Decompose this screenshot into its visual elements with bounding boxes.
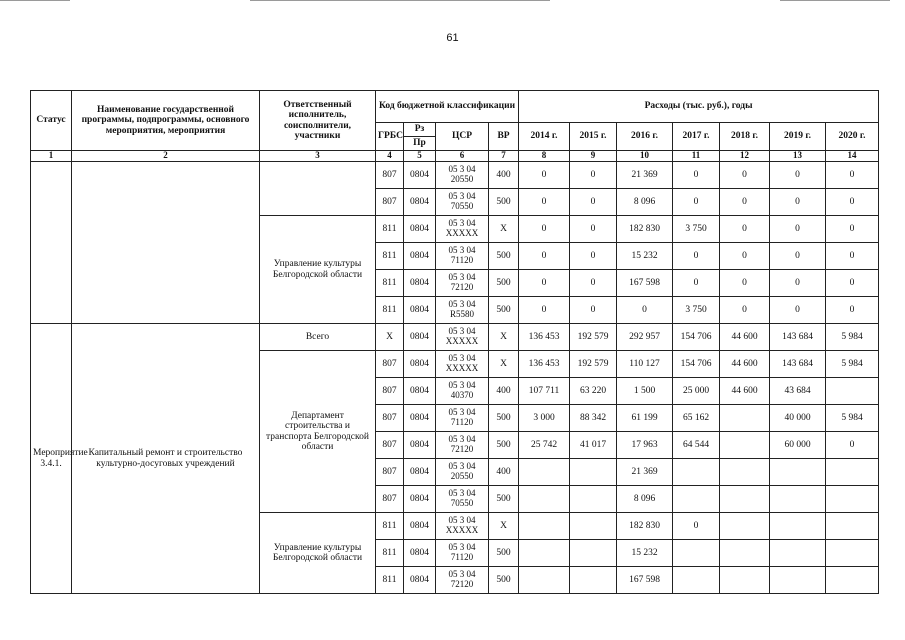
table-row bbox=[31, 162, 879, 189]
cell-year-value: 21 369 bbox=[617, 459, 673, 486]
row-program-name bbox=[72, 162, 260, 324]
cell-year-value: 88 342 bbox=[570, 405, 617, 432]
cell-year-value: 65 162 bbox=[673, 405, 720, 432]
cell-year-value: 1 500 bbox=[617, 378, 673, 405]
cell-vr: X bbox=[489, 513, 519, 540]
cell-grbs: 807 bbox=[376, 162, 404, 189]
cell-grbs: 807 bbox=[376, 486, 404, 513]
cell-csr: 05 3 04 72120 bbox=[436, 432, 489, 459]
cell-year-value bbox=[826, 486, 879, 513]
cell-year-value: 0 bbox=[770, 162, 826, 189]
cell-year-value bbox=[770, 540, 826, 567]
cell-grbs: 807 bbox=[376, 378, 404, 405]
cell-year-value: 15 232 bbox=[617, 540, 673, 567]
cell-vr: 400 bbox=[489, 162, 519, 189]
header-vr: ВР bbox=[489, 123, 519, 151]
cell-rzpr: 0804 bbox=[404, 324, 436, 351]
table-body bbox=[31, 162, 879, 594]
cell-vr: 500 bbox=[489, 243, 519, 270]
cell-year-value bbox=[519, 540, 570, 567]
header-year: 2014 г. bbox=[519, 123, 570, 151]
cell-csr: 05 3 04 XXXXX bbox=[436, 216, 489, 243]
cell-year-value bbox=[570, 513, 617, 540]
cell-year-value bbox=[826, 513, 879, 540]
table-row bbox=[31, 324, 879, 351]
row-executor: Всего bbox=[260, 324, 376, 351]
cell-csr: 05 3 04 71120 bbox=[436, 540, 489, 567]
cell-year-value: 167 598 bbox=[617, 567, 673, 594]
cell-year-value bbox=[673, 567, 720, 594]
cell-year-value bbox=[673, 486, 720, 513]
cell-year-value: 136 453 bbox=[519, 324, 570, 351]
header-rz: Рз bbox=[404, 123, 436, 137]
column-number: 5 bbox=[404, 151, 436, 162]
cell-year-value: 192 579 bbox=[570, 351, 617, 378]
cell-vr: 400 bbox=[489, 459, 519, 486]
row-executor bbox=[260, 162, 376, 216]
header-year: 2016 г. bbox=[617, 123, 673, 151]
cell-year-value: 0 bbox=[826, 297, 879, 324]
cell-year-value bbox=[720, 432, 770, 459]
cell-year-value bbox=[570, 567, 617, 594]
cell-csr: 05 3 04 71120 bbox=[436, 243, 489, 270]
column-number: 10 bbox=[617, 151, 673, 162]
cell-year-value: 0 bbox=[570, 162, 617, 189]
cell-year-value: 5 984 bbox=[826, 405, 879, 432]
cell-grbs: 811 bbox=[376, 297, 404, 324]
header-year: 2020 г. bbox=[826, 123, 879, 151]
header-expenses: Расходы (тыс. руб.), годы bbox=[519, 91, 879, 123]
cell-year-value bbox=[519, 459, 570, 486]
cell-year-value: 8 096 bbox=[617, 486, 673, 513]
cell-year-value bbox=[673, 459, 720, 486]
cell-year-value: 25 000 bbox=[673, 378, 720, 405]
cell-year-value bbox=[519, 567, 570, 594]
cell-year-value: 110 127 bbox=[617, 351, 673, 378]
cell-rzpr: 0804 bbox=[404, 513, 436, 540]
cell-vr: 500 bbox=[489, 270, 519, 297]
cell-year-value: 154 706 bbox=[673, 351, 720, 378]
cell-year-value: 0 bbox=[570, 189, 617, 216]
cell-grbs: 811 bbox=[376, 270, 404, 297]
cell-year-value bbox=[720, 567, 770, 594]
cell-csr: 05 3 04 70550 bbox=[436, 486, 489, 513]
cell-year-value: 167 598 bbox=[617, 270, 673, 297]
column-number: 12 bbox=[720, 151, 770, 162]
cell-vr: 500 bbox=[489, 432, 519, 459]
cell-year-value bbox=[720, 405, 770, 432]
cell-vr: 500 bbox=[489, 486, 519, 513]
cell-year-value: 0 bbox=[826, 270, 879, 297]
column-number: 4 bbox=[376, 151, 404, 162]
cell-rzpr: 0804 bbox=[404, 378, 436, 405]
row-program-name: Капитальный ремонт и строительство культурно-досуговых учреждений bbox=[72, 324, 260, 594]
row-executor: Департамент строительства и транспорта Белгородской области bbox=[260, 351, 376, 513]
cell-vr: 500 bbox=[489, 297, 519, 324]
cell-year-value bbox=[720, 513, 770, 540]
header-year: 2019 г. bbox=[770, 123, 826, 151]
cell-year-value: 40 000 bbox=[770, 405, 826, 432]
header-csr: ЦСР bbox=[436, 123, 489, 151]
cell-year-value bbox=[570, 486, 617, 513]
cell-year-value: 21 369 bbox=[617, 162, 673, 189]
header-budget-code: Код бюджетной классификации bbox=[376, 91, 519, 123]
cell-rzpr: 0804 bbox=[404, 243, 436, 270]
cell-year-value: 292 957 bbox=[617, 324, 673, 351]
cell-year-value: 0 bbox=[826, 432, 879, 459]
column-number: 11 bbox=[673, 151, 720, 162]
cell-year-value: 0 bbox=[519, 216, 570, 243]
column-number: 9 bbox=[570, 151, 617, 162]
cell-year-value: 0 bbox=[826, 243, 879, 270]
cell-csr: 05 3 04 20550 bbox=[436, 459, 489, 486]
cell-vr: 500 bbox=[489, 567, 519, 594]
cell-year-value: 8 096 bbox=[617, 189, 673, 216]
cell-year-value: 182 830 bbox=[617, 216, 673, 243]
column-number: 8 bbox=[519, 151, 570, 162]
cell-year-value bbox=[826, 378, 879, 405]
cell-year-value: 0 bbox=[673, 243, 720, 270]
cell-year-value: 0 bbox=[519, 162, 570, 189]
row-executor: Управление культуры Белгородской области bbox=[260, 216, 376, 324]
cell-grbs: 811 bbox=[376, 513, 404, 540]
cell-year-value: 0 bbox=[720, 297, 770, 324]
cell-year-value: 0 bbox=[826, 189, 879, 216]
cell-year-value: 44 600 bbox=[720, 351, 770, 378]
column-number: 14 bbox=[826, 151, 879, 162]
cell-vr: X bbox=[489, 324, 519, 351]
cell-year-value: 61 199 bbox=[617, 405, 673, 432]
cell-year-value: 0 bbox=[673, 162, 720, 189]
cell-csr: 05 3 04 XXXXX bbox=[436, 351, 489, 378]
cell-year-value: 5 984 bbox=[826, 351, 879, 378]
header-grbs: ГРБС bbox=[376, 123, 404, 151]
row-status: Мероприятие 3.4.1. bbox=[31, 324, 72, 594]
cell-csr: 05 3 04 XXXXX bbox=[436, 513, 489, 540]
cell-year-value: 136 453 bbox=[519, 351, 570, 378]
budget-table bbox=[30, 90, 879, 594]
cell-year-value: 0 bbox=[770, 216, 826, 243]
cell-year-value bbox=[770, 513, 826, 540]
cell-grbs: X bbox=[376, 324, 404, 351]
page-number: 61 bbox=[446, 32, 459, 44]
cell-year-value: 192 579 bbox=[570, 324, 617, 351]
column-number: 13 bbox=[770, 151, 826, 162]
cell-grbs: 811 bbox=[376, 567, 404, 594]
cell-year-value: 0 bbox=[720, 189, 770, 216]
column-number: 6 bbox=[436, 151, 489, 162]
cell-year-value: 0 bbox=[720, 270, 770, 297]
cell-year-value bbox=[570, 459, 617, 486]
cell-grbs: 811 bbox=[376, 243, 404, 270]
cell-rzpr: 0804 bbox=[404, 162, 436, 189]
cell-year-value: 0 bbox=[770, 270, 826, 297]
cell-year-value bbox=[720, 540, 770, 567]
cell-vr: 500 bbox=[489, 540, 519, 567]
header-year: 2018 г. bbox=[720, 123, 770, 151]
cell-grbs: 811 bbox=[376, 216, 404, 243]
cell-year-value bbox=[519, 513, 570, 540]
column-number: 3 bbox=[260, 151, 376, 162]
cell-year-value: 0 bbox=[570, 243, 617, 270]
cell-year-value: 0 bbox=[673, 189, 720, 216]
cell-year-value: 17 963 bbox=[617, 432, 673, 459]
cell-rzpr: 0804 bbox=[404, 351, 436, 378]
column-number: 7 bbox=[489, 151, 519, 162]
cell-year-value: 182 830 bbox=[617, 513, 673, 540]
row-status bbox=[31, 162, 72, 324]
cell-year-value: 0 bbox=[770, 297, 826, 324]
column-number: 1 bbox=[31, 151, 72, 162]
cell-rzpr: 0804 bbox=[404, 486, 436, 513]
scan-artifact-top-mid bbox=[250, 0, 550, 1]
cell-year-value bbox=[720, 486, 770, 513]
cell-year-value: 154 706 bbox=[673, 324, 720, 351]
cell-year-value: 143 684 bbox=[770, 351, 826, 378]
cell-csr: 05 3 04 72120 bbox=[436, 270, 489, 297]
cell-rzpr: 0804 bbox=[404, 459, 436, 486]
cell-vr: 500 bbox=[489, 405, 519, 432]
cell-rzpr: 0804 bbox=[404, 216, 436, 243]
cell-year-value: 0 bbox=[826, 162, 879, 189]
cell-year-value: 0 bbox=[770, 243, 826, 270]
cell-year-value: 143 684 bbox=[770, 324, 826, 351]
cell-year-value bbox=[720, 459, 770, 486]
cell-year-value bbox=[770, 459, 826, 486]
cell-year-value bbox=[826, 459, 879, 486]
header-year: 2017 г. bbox=[673, 123, 720, 151]
cell-csr: 05 3 04 40370 bbox=[436, 378, 489, 405]
cell-vr: X bbox=[489, 216, 519, 243]
cell-year-value: 3 750 bbox=[673, 216, 720, 243]
cell-vr: 400 bbox=[489, 378, 519, 405]
cell-year-value: 64 544 bbox=[673, 432, 720, 459]
cell-year-value: 3 750 bbox=[673, 297, 720, 324]
cell-year-value: 43 684 bbox=[770, 378, 826, 405]
cell-year-value: 0 bbox=[826, 216, 879, 243]
cell-csr: 05 3 04 71120 bbox=[436, 405, 489, 432]
cell-year-value: 0 bbox=[720, 243, 770, 270]
cell-rzpr: 0804 bbox=[404, 297, 436, 324]
cell-year-value: 63 220 bbox=[570, 378, 617, 405]
cell-year-value: 44 600 bbox=[720, 378, 770, 405]
cell-rzpr: 0804 bbox=[404, 270, 436, 297]
cell-year-value: 0 bbox=[519, 243, 570, 270]
cell-rzpr: 0804 bbox=[404, 432, 436, 459]
cell-csr: 05 3 04 72120 bbox=[436, 567, 489, 594]
cell-year-value: 15 232 bbox=[617, 243, 673, 270]
cell-year-value: 5 984 bbox=[826, 324, 879, 351]
header-executor: Ответственный исполнитель, соисполнители, участники bbox=[260, 91, 376, 151]
cell-year-value bbox=[770, 486, 826, 513]
cell-rzpr: 0804 bbox=[404, 189, 436, 216]
cell-year-value: 0 bbox=[519, 270, 570, 297]
cell-year-value: 44 600 bbox=[720, 324, 770, 351]
cell-year-value: 0 bbox=[770, 189, 826, 216]
cell-year-value: 107 711 bbox=[519, 378, 570, 405]
cell-year-value bbox=[570, 540, 617, 567]
cell-year-value: 25 742 bbox=[519, 432, 570, 459]
scan-artifact-top-left bbox=[0, 0, 70, 1]
cell-year-value bbox=[519, 486, 570, 513]
header-status: Статус bbox=[31, 91, 72, 151]
cell-csr: 05 3 04 20550 bbox=[436, 162, 489, 189]
cell-year-value: 0 bbox=[570, 297, 617, 324]
table-header bbox=[31, 91, 879, 162]
scan-artifact-top-right bbox=[780, 0, 890, 1]
cell-rzpr: 0804 bbox=[404, 567, 436, 594]
cell-csr: 05 3 04 R5580 bbox=[436, 297, 489, 324]
cell-rzpr: 0804 bbox=[404, 405, 436, 432]
header-program-name: Наименование государственной программы, подпрограммы, основного мероприятия, мероприятия bbox=[72, 91, 260, 151]
cell-vr: 500 bbox=[489, 189, 519, 216]
cell-year-value bbox=[826, 540, 879, 567]
cell-year-value: 0 bbox=[617, 297, 673, 324]
cell-grbs: 807 bbox=[376, 189, 404, 216]
row-executor: Управление культуры Белгородской области bbox=[260, 513, 376, 594]
column-number: 2 bbox=[72, 151, 260, 162]
cell-year-value: 0 bbox=[570, 216, 617, 243]
header-year: 2015 г. bbox=[570, 123, 617, 151]
cell-csr: 05 3 04 70550 bbox=[436, 189, 489, 216]
cell-grbs: 807 bbox=[376, 405, 404, 432]
header-pr: Пр bbox=[404, 137, 436, 151]
cell-year-value: 0 bbox=[720, 162, 770, 189]
cell-year-value: 0 bbox=[673, 270, 720, 297]
cell-grbs: 811 bbox=[376, 540, 404, 567]
cell-csr: 05 3 04 XXXXX bbox=[436, 324, 489, 351]
cell-rzpr: 0804 bbox=[404, 540, 436, 567]
cell-year-value: 0 bbox=[673, 513, 720, 540]
cell-year-value: 41 017 bbox=[570, 432, 617, 459]
cell-year-value bbox=[770, 567, 826, 594]
cell-vr: X bbox=[489, 351, 519, 378]
cell-year-value: 60 000 bbox=[770, 432, 826, 459]
cell-year-value: 3 000 bbox=[519, 405, 570, 432]
cell-year-value: 0 bbox=[519, 189, 570, 216]
cell-year-value: 0 bbox=[720, 216, 770, 243]
cell-year-value bbox=[673, 540, 720, 567]
cell-grbs: 807 bbox=[376, 432, 404, 459]
column-number-row bbox=[31, 151, 879, 162]
cell-grbs: 807 bbox=[376, 459, 404, 486]
cell-year-value: 0 bbox=[570, 270, 617, 297]
cell-year-value: 0 bbox=[519, 297, 570, 324]
cell-grbs: 807 bbox=[376, 351, 404, 378]
cell-year-value bbox=[826, 567, 879, 594]
